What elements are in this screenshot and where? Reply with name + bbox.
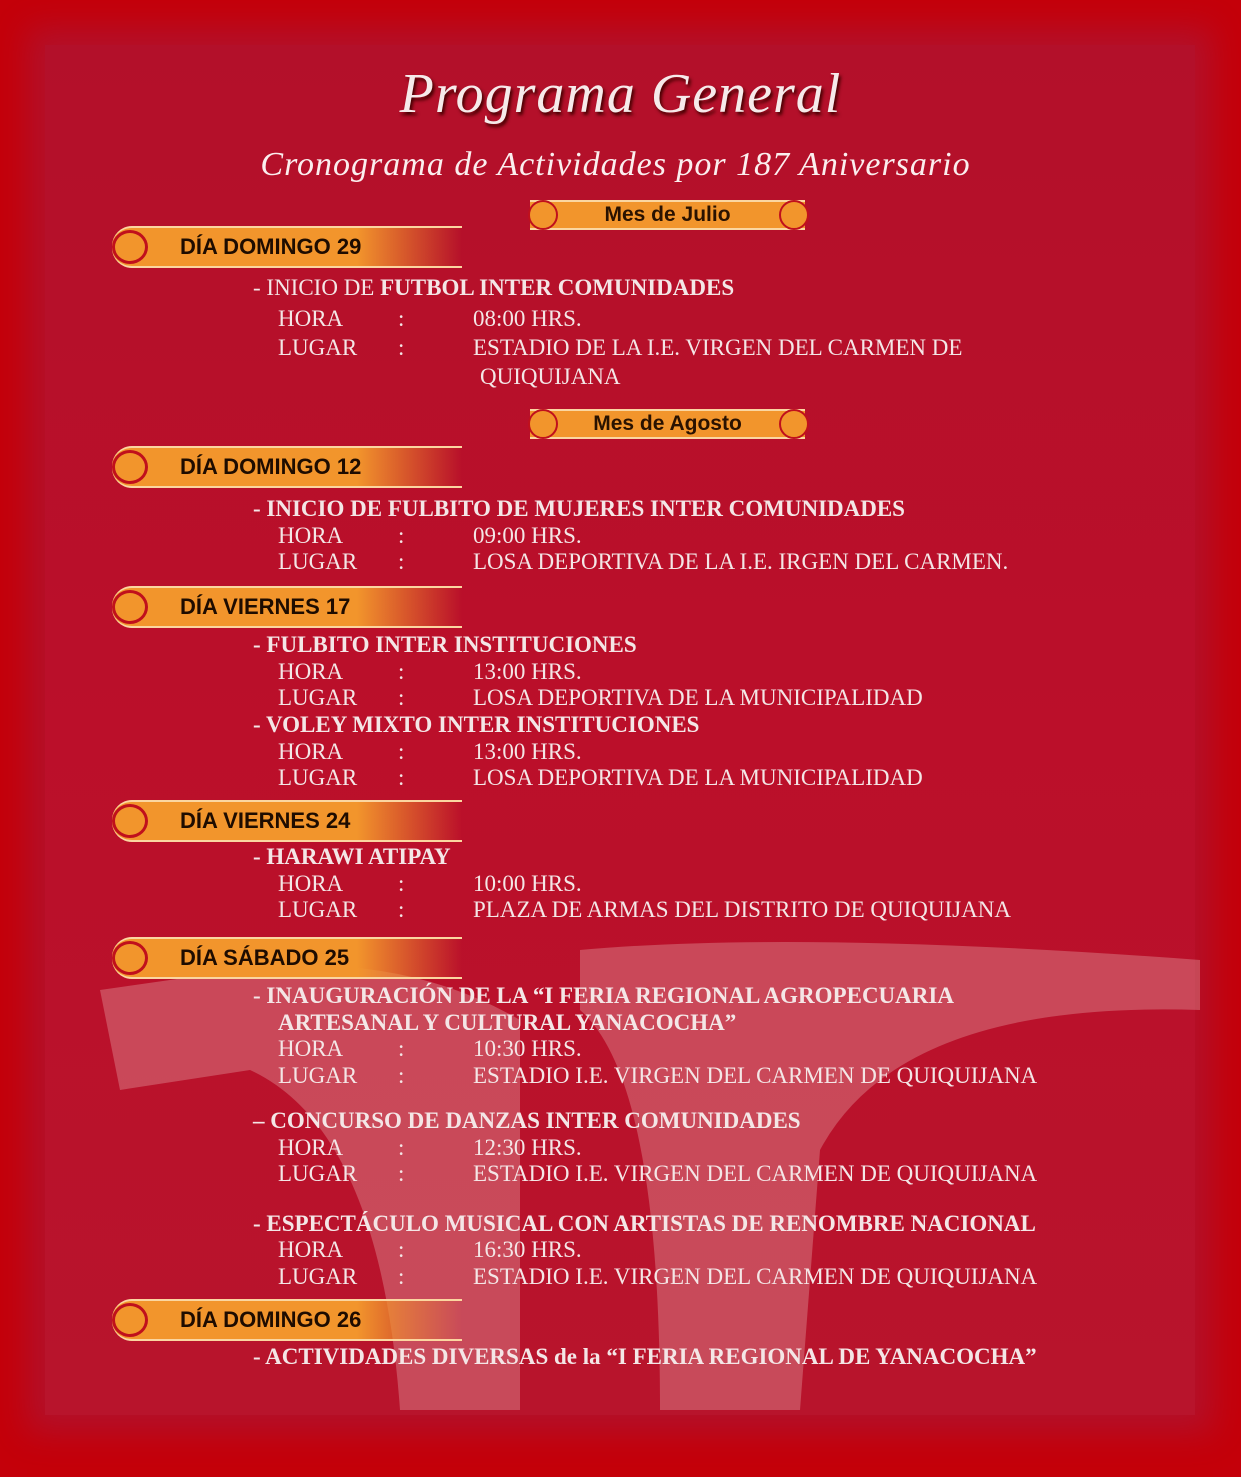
- hora-value: 08:00 HRS.: [473, 306, 582, 331]
- colon: :: [398, 871, 405, 896]
- hora-label: HORA: [278, 739, 344, 764]
- hora-value: 10:00 HRS.: [473, 871, 582, 896]
- banner-circle-icon: [112, 1303, 148, 1337]
- event-title: [253, 983, 954, 1009]
- event-title: [253, 275, 734, 301]
- banner-circle-icon: [112, 450, 148, 484]
- lugar-value: PLAZA DE ARMAS DEL DISTRITO DE QUIQUIJANA: [473, 897, 1011, 922]
- hora-value: 12:30 HRS.: [473, 1135, 582, 1160]
- hora-label: HORA: [278, 871, 344, 896]
- event-title-prefix: - INICIO DE: [253, 275, 381, 300]
- lugar-value: LOSA DEPORTIVA DE LA I.E. IRGEN DEL CARMEN.: [473, 549, 1009, 574]
- hora-value: 13:00 HRS.: [473, 659, 582, 684]
- month-banner: [530, 200, 805, 230]
- day-banner: [112, 226, 462, 268]
- day-label: DÍA VIERNES 17: [180, 594, 351, 619]
- colon: :: [398, 765, 405, 790]
- banner-circle-icon: [112, 590, 148, 624]
- day-banner: [112, 800, 462, 842]
- lugar-value: ESTADIO I.E. VIRGEN DEL CARMEN DE QUIQUIJANA: [473, 1063, 1038, 1088]
- lugar-label: LUGAR: [278, 549, 358, 574]
- day-label: DÍA DOMINGO 29: [180, 234, 362, 259]
- lugar-label: LUGAR: [278, 765, 358, 790]
- colon: :: [398, 1135, 405, 1160]
- poster-subtitle: Cronograma de Actividades por 187 Aniversario: [260, 146, 971, 183]
- hora-label: HORA: [278, 306, 344, 331]
- colon: :: [398, 897, 405, 922]
- month-label: Mes de Agosto: [593, 412, 742, 435]
- banner-circle-icon: [528, 409, 558, 439]
- hora-label: HORA: [278, 1135, 344, 1160]
- hora-label: HORA: [278, 523, 344, 548]
- colon: :: [398, 335, 405, 360]
- event-title: [253, 1344, 1037, 1370]
- lugar-label: LUGAR: [278, 685, 358, 710]
- day-banner: [112, 446, 462, 488]
- colon: :: [398, 306, 405, 331]
- hora-value: 09:00 HRS.: [473, 523, 582, 548]
- lugar-value: ESTADIO I.E. VIRGEN DEL CARMEN DE QUIQUIJANA: [473, 1161, 1038, 1186]
- lugar-value: LOSA DEPORTIVA DE LA MUNICIPALIDAD: [473, 685, 923, 710]
- lugar-label: LUGAR: [278, 1063, 358, 1088]
- event-title: [253, 632, 637, 658]
- hora-label: HORA: [278, 659, 344, 684]
- lugar-label: LUGAR: [278, 1264, 358, 1289]
- lugar-value-continued: QUIQUIJANA: [480, 364, 621, 389]
- event-title-text: - FULBITO INTER INSTITUCIONES: [253, 632, 637, 657]
- day-banner: [112, 1299, 462, 1341]
- banner-circle-icon: [528, 200, 558, 230]
- event-title-text: - ESPECTÁCULO MUSICAL CON ARTISTAS DE RENOMBRE NACIONAL: [253, 1211, 1036, 1236]
- event-title-text: - INICIO DE FULBITO DE MUJERES INTER COMUNIDADES: [253, 496, 905, 521]
- hora-value: 10:30 HRS.: [473, 1036, 582, 1061]
- banner-circle-icon: [112, 941, 148, 975]
- banner-circle-icon: [779, 409, 809, 439]
- event-title: [253, 844, 451, 870]
- month-banner: [530, 409, 805, 439]
- colon: :: [398, 659, 405, 684]
- lugar-value: ESTADIO I.E. VIRGEN DEL CARMEN DE QUIQUIJANA: [473, 1264, 1038, 1289]
- day-banner: [112, 937, 462, 979]
- event-title: [253, 712, 699, 738]
- colon: :: [398, 1063, 405, 1088]
- lugar-label: LUGAR: [278, 897, 358, 922]
- colon: :: [398, 523, 405, 548]
- hora-label: HORA: [278, 1237, 344, 1262]
- colon: :: [398, 739, 405, 764]
- event-title-text: - VOLEY MIXTO INTER INSTITUCIONES: [253, 712, 700, 737]
- day-label: DÍA DOMINGO 12: [180, 454, 362, 479]
- day-banner: [112, 586, 462, 628]
- hora-value: 16:30 HRS.: [473, 1237, 582, 1262]
- event-title-text: - INAUGURACIÓN DE LA “I FERIA REGIONAL AGROPECUARIA: [253, 983, 954, 1008]
- banner-circle-icon: [112, 804, 148, 838]
- lugar-value: LOSA DEPORTIVA DE LA MUNICIPALIDAD: [473, 765, 923, 790]
- lugar-label: LUGAR: [278, 1161, 358, 1186]
- colon: :: [398, 1264, 405, 1289]
- day-label: DÍA VIERNES 24: [180, 808, 351, 833]
- lugar-label: LUGAR: [278, 335, 358, 360]
- colon: :: [398, 1237, 405, 1262]
- event-title-text: FUTBOL INTER COMUNIDADES: [380, 275, 735, 300]
- poster-title: Programa General: [399, 63, 842, 125]
- event-title: [253, 1108, 801, 1134]
- event-title-text: - HARAWI ATIPAY: [253, 844, 451, 869]
- event-title-text: - ACTIVIDADES DIVERSAS de la “I FERIA REGIONAL DE YANACOCHA”: [253, 1344, 1037, 1369]
- event-title-continued: ARTESANAL Y CULTURAL YANACOCHA”: [278, 1010, 737, 1035]
- lugar-value: ESTADIO DE LA I.E. VIRGEN DEL CARMEN DE: [473, 335, 963, 360]
- banner-circle-icon: [112, 230, 148, 264]
- event-title: [253, 496, 905, 522]
- day-label: DÍA DOMINGO 26: [180, 1307, 362, 1332]
- hora-value: 13:00 HRS.: [473, 739, 582, 764]
- colon: :: [398, 685, 405, 710]
- hora-label: HORA: [278, 1036, 344, 1061]
- event-title-text: – CONCURSO DE DANZAS INTER COMUNIDADES: [253, 1108, 801, 1133]
- colon: :: [398, 549, 405, 574]
- month-label: Mes de Julio: [604, 203, 731, 226]
- event-title: [253, 1211, 1036, 1237]
- banner-circle-icon: [779, 200, 809, 230]
- colon: :: [398, 1036, 405, 1061]
- day-label: DÍA SÁBADO 25: [180, 945, 350, 970]
- colon: :: [398, 1161, 405, 1186]
